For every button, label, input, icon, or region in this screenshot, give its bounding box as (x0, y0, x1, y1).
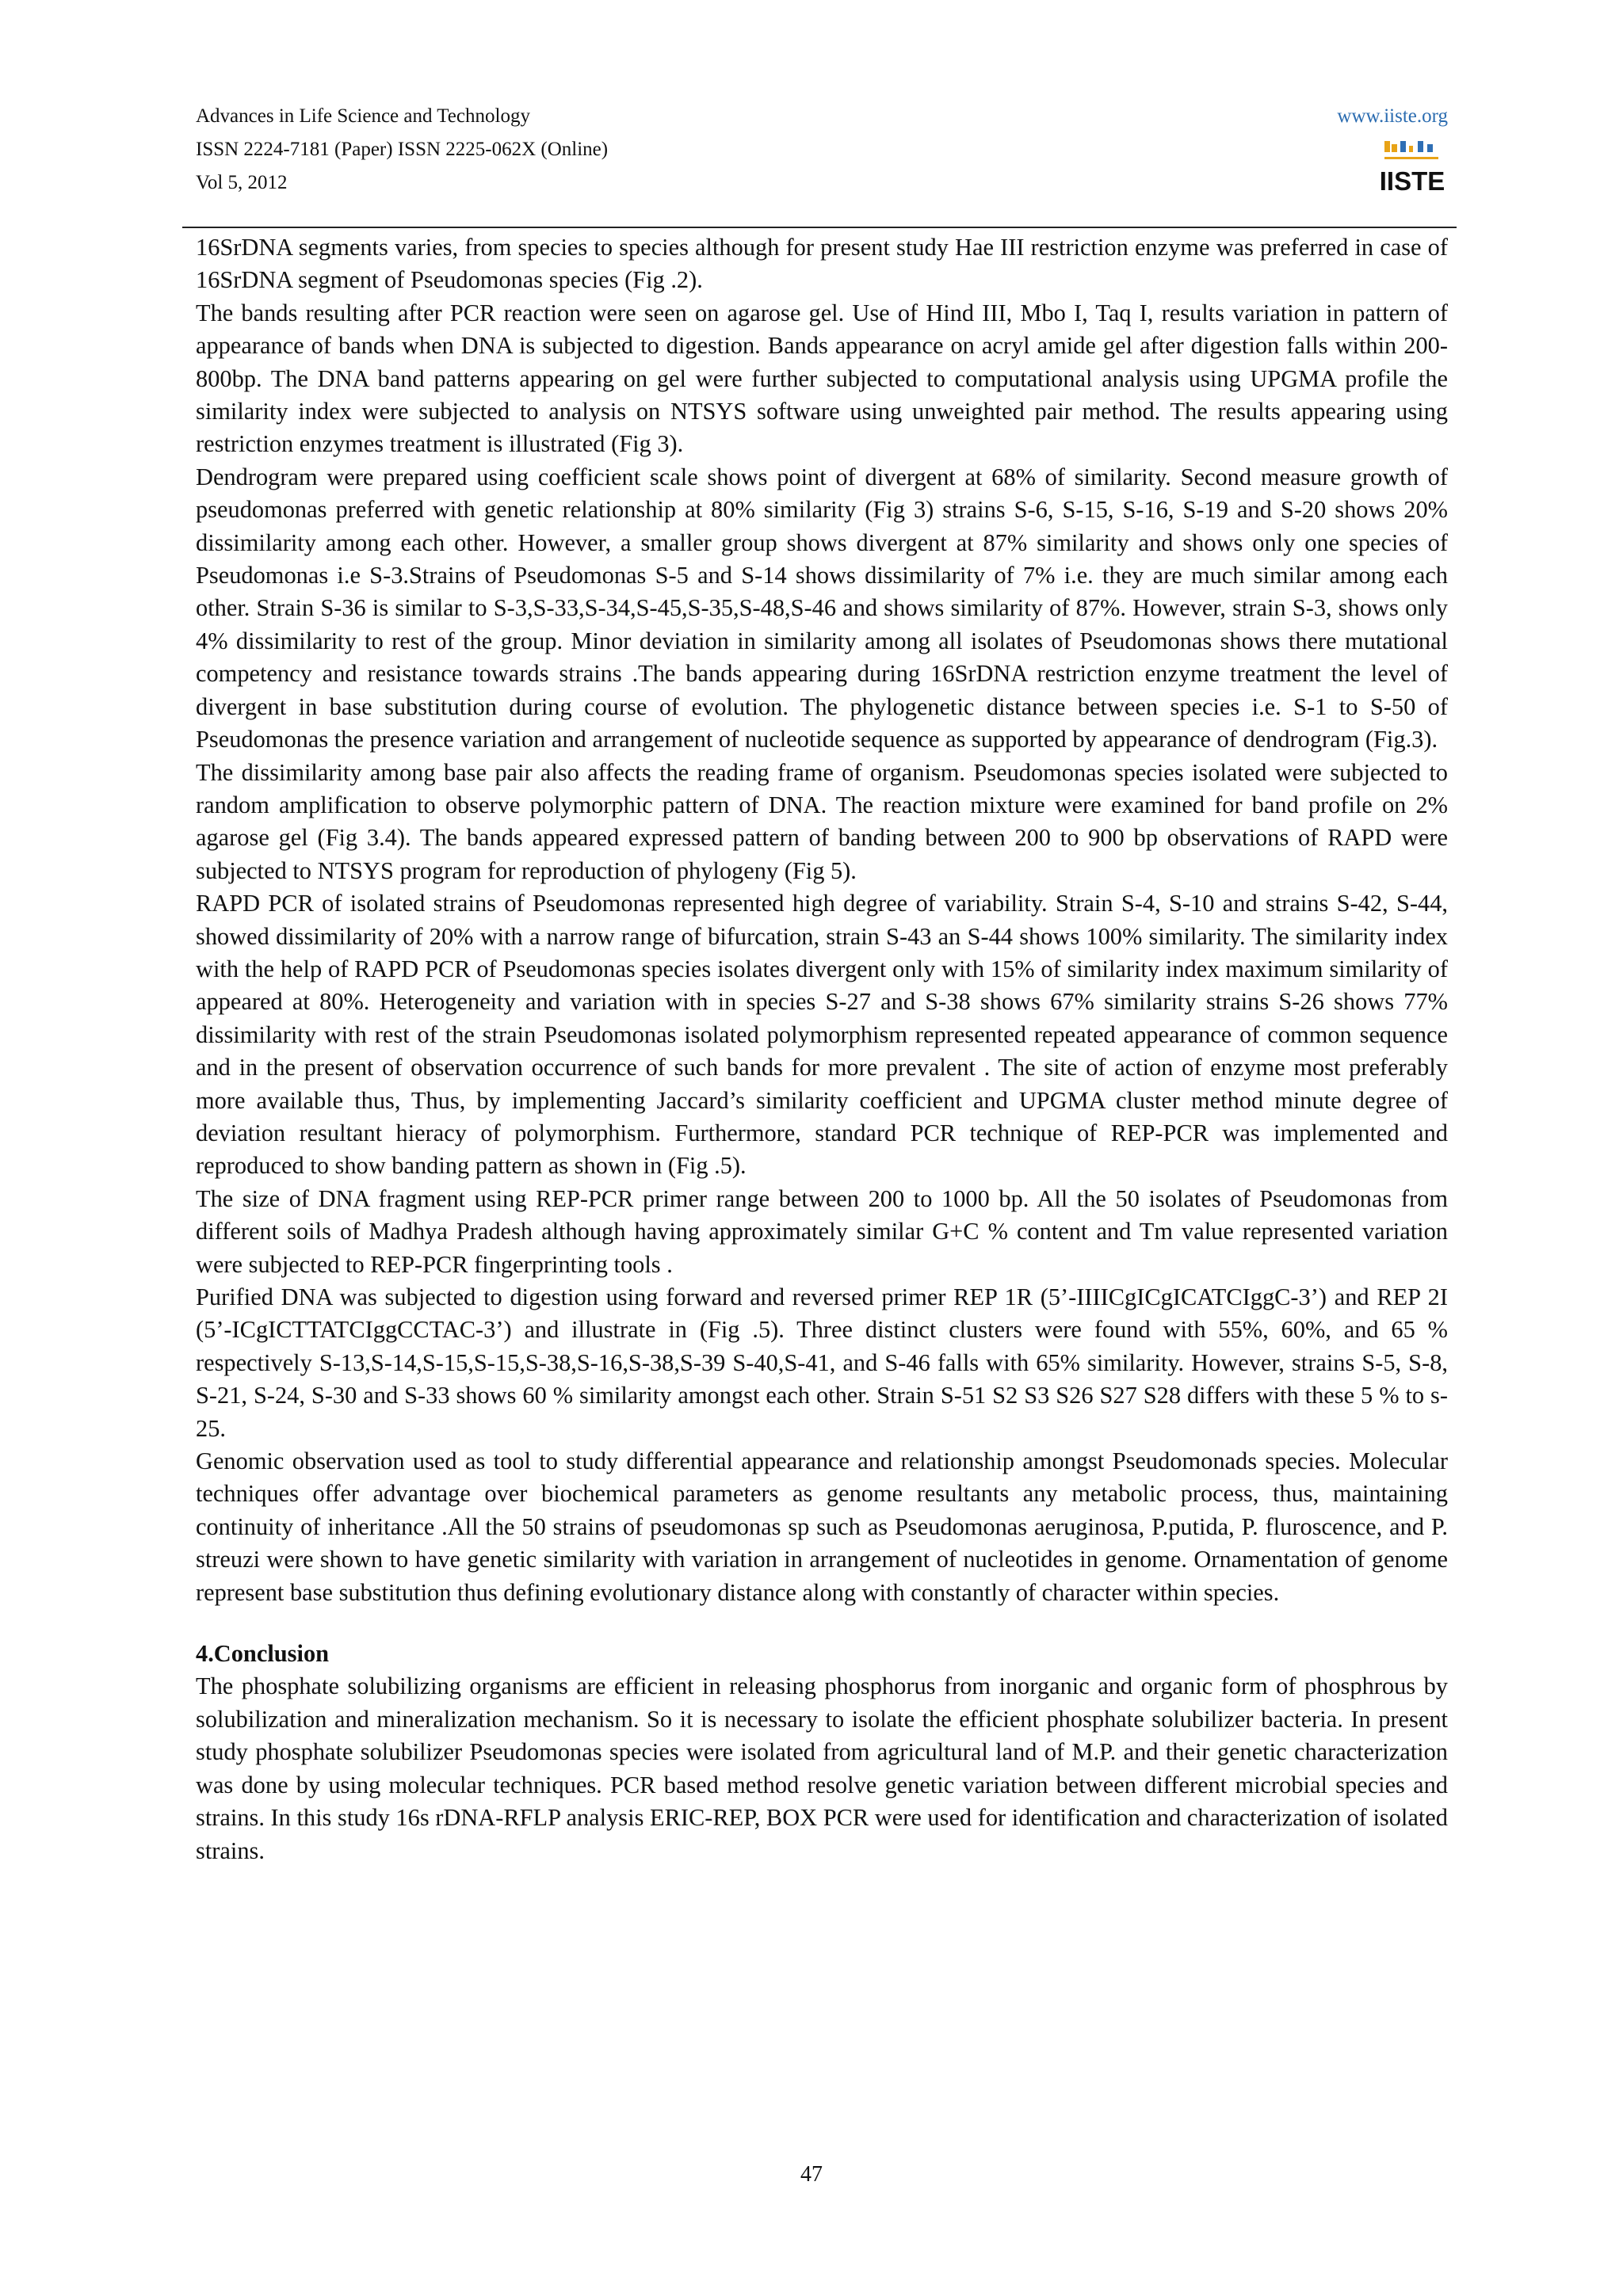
body-paragraph: RAPD PCR of isolated strains of Pseudomonas represented high degree of variability. Strain S-4, S-10 and strains S-42, S-44, showed dissimilarity of 20% with a narrow range of bifurcation, strain S-43 an S-44 shows 100% similarity. The similarity index with the help of RAPD PCR of Pseudomonas species isolates divergent only with 15% of similarity index maximum similarity of appeared at 80%. Heterogeneity and variation with in species S-27 and S-38 shows 67% similarity strains S-26 shows 77% dissimilarity with rest of the strain Pseudomonas isolated polymorphism represented repeated appearance of common sequence and in the present of observation occurrence of such bands for more prevalent . The site of action of enzyme most preferably more available thus, Thus, by implementing Jaccard’s similarity coefficient and UPGMA cluster method minute degree of deviation resultant hieracy of polymorphism. Furthermore, standard PCR technique of REP-PCR was implemented and reproduced to show banding pattern as shown in (Fig .5). (196, 890, 1448, 1180)
body-paragraph: The bands resulting after PCR reaction were seen on agarose gel. Use of Hind III, Mbo I, Taq I, results variation in pattern of appearance of bands when DNA is subjected to digestion. Bands appearance on acryl amide gel after digestion falls within 200-800bp. The DNA band patterns appearing on gel were further subjected to computational analysis using UPGMA profile the similarity index were subjected to analysis on NTSYS software using unweighted pair method. The results appearing using restriction enzymes treatment is illustrated (Fig 3). (196, 299, 1448, 458)
body-paragraph: 16SrDNA segments varies, from species to species although for present study Hae III restriction enzyme was preferred in case of 16SrDNA segment of Pseudomonas species (Fig .2). (196, 234, 1448, 294)
page-header (196, 100, 1448, 227)
conclusion-heading: 4.Conclusion (196, 1640, 330, 1668)
journal-issn: ISSN 2224-7181 (Paper) ISSN 2225-062X (Online) (196, 139, 609, 160)
article-body (196, 231, 1448, 1867)
body-paragraph: Dendrogram were prepared using coefficient scale shows point of divergent at 68% of similarity. Second measure growth of pseudomonas preferred with genetic relationship at 80% similarity (Fig 3) strains S-6, S-15, S-16, S-19 and S-20 shows 20% dissimilarity among each other. However, a smaller group shows divergent at 87% similarity and shows only one species of Pseudomonas i.e S-3.Strains of Pseudomonas S-5 and S-14 shows dissimilarity of 7% i.e. they are much similar among each other. Strain S-36 is similar to S-3,S-33,S-34,S-45,S-35,S-48,S-46 and shows similarity of 87%. However, strain S-3, shows only 4% dissimilarity to rest of the group. Minor deviation in similarity among all isolates of Pseudomonas shows there mutational competency and resistance towards strains .The bands appearing during 16SrDNA restriction enzyme treatment the level of divergent in base substitution during course of evolution. The phylogenetic distance between species i.e. S-1 to S-50 of Pseudomonas the presence variation and arrangement of nucleotide sequence as supported by appearance of dendrogram (Fig.3). (196, 463, 1448, 753)
body-paragraph: Genomic observation used as tool to study differential appearance and relationship amongst Pseudomonads species. Molecular techniques offer advantage over biochemical parameters as genome resultants any metabolic process, thus, maintaining continuity of inheritance .All the 50 strains of pseudomonas sp such as Pseudomonas aeruginosa, P.putida, P. fluroscence, and P. streuzi were shown to have genetic similarity with variation in arrangement of nucleotides in genome. Ornamentation of genome represent base substitution thus defining evolutionary distance along with constantly of character within species. (196, 1447, 1448, 1606)
journal-volume: Vol 5, 2012 (196, 172, 288, 193)
iiste-logo (1379, 139, 1445, 196)
logo-text: IISTE (1379, 166, 1445, 196)
body-paragraph: The dissimilarity among base pair also affects the reading frame of organism. Pseudomonas species isolated were subjected to random amplification to observe polymorphic pattern of DNA. The reaction mixture were examined for band profile on 2% agarose gel (Fig 3.4). The bands appeared expressed pattern of banding between 200 to 900 bp observations of RAPD were subjected to NTSYS program for reproduction of phylogeny (Fig 5). (196, 758, 1448, 884)
journal-url-link[interactable]: www.iiste.org (1337, 105, 1448, 127)
conclusion-paragraph: The phosphate solubilizing organisms are efficient in releasing phosphorus from inorganic and organic form of phosphrous by solubilization and mineralization mechanism. So it is necessary to isolate the efficient phosphate solubilizer bacteria. In present study phosphate solubilizer Pseudomonas species were isolated from agricultural land of M.P. and their genetic characterization was done by using molecular techniques. PCR based method resolve genetic variation between different microbial species and strains. In this study 16s rDNA-RFLP analysis ERIC-REP, BOX PCR were used for identification and characterization of isolated strains. (196, 1672, 1448, 1864)
journal-info (196, 100, 608, 200)
body-paragraph: The size of DNA fragment using REP-PCR primer range between 200 to 1000 bp. All the 50 isolates of Pseudomonas from different soils of Madhya Pradesh although having approximately similar G+C % content and Tm value represented variation were subjected to REP-PCR fingerprinting tools . (196, 1184, 1448, 1278)
iiste-logo-icon (1379, 139, 1445, 196)
body-paragraph: Purified DNA was subjected to digestion using forward and reversed primer REP 1R (5’-IIIICgICgICATCIggC-3’) and REP 2I (5’-ICgICTTATCIggCCTAC-3’) and illustrate in (Fig .5). Three distinct clusters were found with 55%, 60%, and 65 % respectively S-13,S-14,S-15,S-15,S-38,S-16,S-38,S-39 S-40,S-41, and S-46 falls with 65% similarity. However, strains S-5, S-8, S-21, S-24, S-30 and S-33 shows 60 % similarity amongst each other. Strain S-51 S2 S3 S26 S27 S28 differs with these 5 % to s-25. (196, 1283, 1448, 1442)
page-number: 47 (800, 2162, 823, 2187)
journal-title: Advances in Life Science and Technology (196, 105, 530, 127)
header-divider (182, 227, 1457, 228)
